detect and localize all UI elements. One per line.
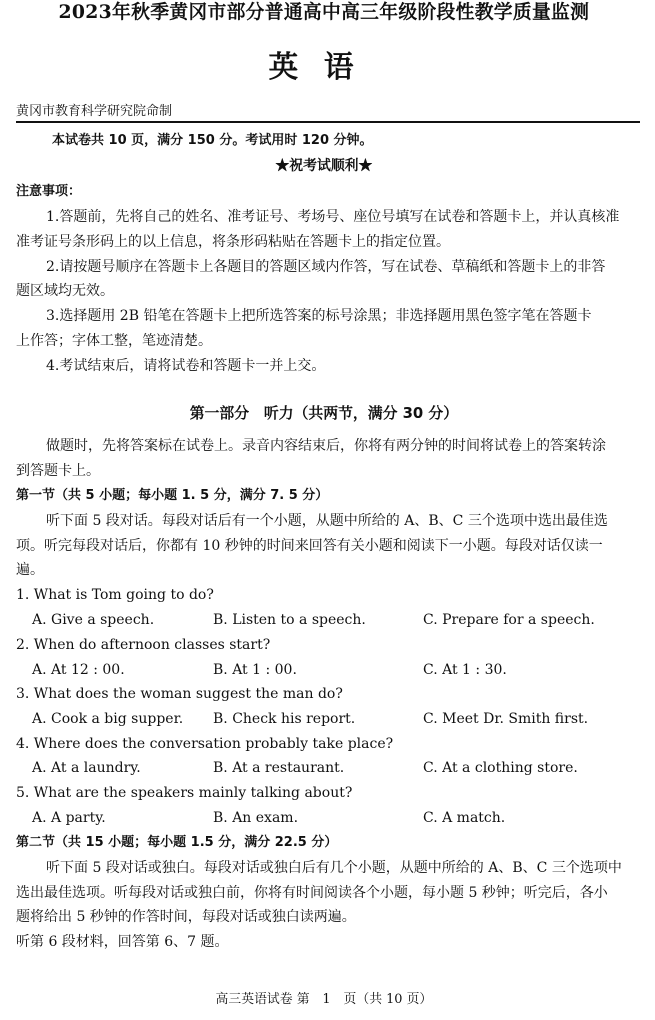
part-one-intro-line-2: 到答题卡上。	[16, 463, 100, 479]
issuer-label: 黄冈市教育科学研究院命制	[16, 104, 173, 119]
notice-item-1-line-2: 准考证号条形码上的以上信息，将条形码粘贴在答题卡上的指定位置。	[16, 234, 450, 250]
notice-heading: 注意事项：	[16, 184, 82, 199]
page-footer: 高三英语试卷 第 1 页（共 10 页）	[215, 992, 433, 1007]
question-2-stem: 2. When do afternoon classes start?	[16, 637, 271, 653]
question-5-option-b: B. An exam.	[213, 810, 299, 826]
notice-item-3-line-2: 上作答；字体工整，笔迹清楚。	[16, 333, 212, 349]
question-3-option-c: C. Meet Dr. Smith first.	[423, 711, 589, 727]
question-5-stem: 5. What are the speakers mainly talking about?	[16, 785, 353, 801]
section-one-intro-line-3: 遍。	[16, 562, 44, 578]
exam-summary: 本试卷共 10 页，满分 150 分。考试用时 120 分钟。	[52, 133, 373, 148]
question-4-option-a: A. At a laundry.	[32, 760, 141, 776]
good-luck-wish: ★祝考试顺利★	[275, 158, 373, 174]
notice-item-2-line-2: 题区域均无效。	[16, 283, 114, 299]
question-1-option-a: A. Give a speech.	[32, 612, 155, 628]
question-4-stem: 4. Where does the conversation probably take place?	[16, 736, 394, 752]
section-one-heading: 第一节（共 5 小题；每小题 1. 5 分，满分 7. 5 分）	[16, 488, 329, 503]
notice-item-4: 4.考试结束后，请将试卷和答题卡一并上交。	[46, 358, 326, 374]
section-two-intro-line-3: 题将给出 5 秒钟的作答时间，每段对话或独白读两遍。	[16, 909, 356, 925]
material-6-instruction: 听第 6 段材料，回答第 6、7 题。	[16, 934, 229, 950]
section-two-intro-line-1: 听下面 5 段对话或独白。每段对话或独白后有几个小题，从题中所给的 A、B、C 三个选项中	[46, 860, 622, 876]
question-5-option-c: C. A match.	[423, 810, 506, 826]
question-3-stem: 3. What does the woman suggest the man do?	[16, 686, 343, 702]
notice-item-2-line-1: 2.请按题号顺序在答题卡上各题目的答题区域内作答，写在试卷、草稿纸和答题卡上的非答	[46, 259, 606, 275]
section-two-heading: 第二节（共 15 小题；每小题 1.5 分，满分 22.5 分）	[16, 835, 338, 850]
question-4-option-b: B. At a restaurant.	[213, 760, 345, 776]
notice-item-3-line-1: 3.选择题用 2B 铅笔在答题卡上把所选答案的标号涂黑；非选择题用黑色签字笔在答题卡	[46, 308, 592, 324]
question-1-option-b: B. Listen to a speech.	[213, 612, 366, 628]
header-divider	[16, 121, 640, 123]
question-5-option-a: A. A party.	[32, 810, 106, 826]
question-4-option-c: C. At a clothing store.	[423, 760, 578, 776]
notice-item-1-line-1: 1.答题前，先将自己的姓名、准考证号、考场号、座位号填写在试卷和答题卡上，并认真核准	[46, 209, 620, 225]
question-2-option-b: B. At 1 : 00.	[213, 662, 297, 678]
subject-title: 英语	[268, 50, 380, 85]
question-1-stem: 1. What is Tom going to do?	[16, 587, 214, 603]
question-2-option-a: A. At 12 : 00.	[32, 662, 125, 678]
section-two-intro-line-2: 选出最佳选项。听每段对话或独白前，你将有时间阅读各个小题，每小题 5 秒钟；听完后，各小	[16, 885, 608, 901]
section-one-intro-line-2: 项。听完每段对话后，你都有 10 秒钟的时间来回答有关小题和阅读下一小题。每段对话仅读一	[16, 538, 603, 554]
section-one-intro-line-1: 听下面 5 段对话。每段对话后有一个小题，从题中所给的 A、B、C 三个选项中选出最佳选	[46, 513, 608, 529]
question-3-option-a: A. Cook a big supper.	[32, 711, 184, 727]
exam-title: 2023年秋季黄冈市部分普通高中高三年级阶段性教学质量监测	[58, 1, 590, 23]
part-one-heading: 第一部分 听力（共两节，满分 30 分）	[189, 404, 459, 422]
question-3-option-b: B. Check his report.	[213, 711, 356, 727]
part-one-intro-line-1: 做题时，先将答案标在试卷上。录音内容结束后，你将有两分钟的时间将试卷上的答案转涂	[46, 438, 606, 454]
question-1-option-c: C. Prepare for a speech.	[423, 612, 595, 628]
question-2-option-c: C. At 1 : 30.	[423, 662, 507, 678]
